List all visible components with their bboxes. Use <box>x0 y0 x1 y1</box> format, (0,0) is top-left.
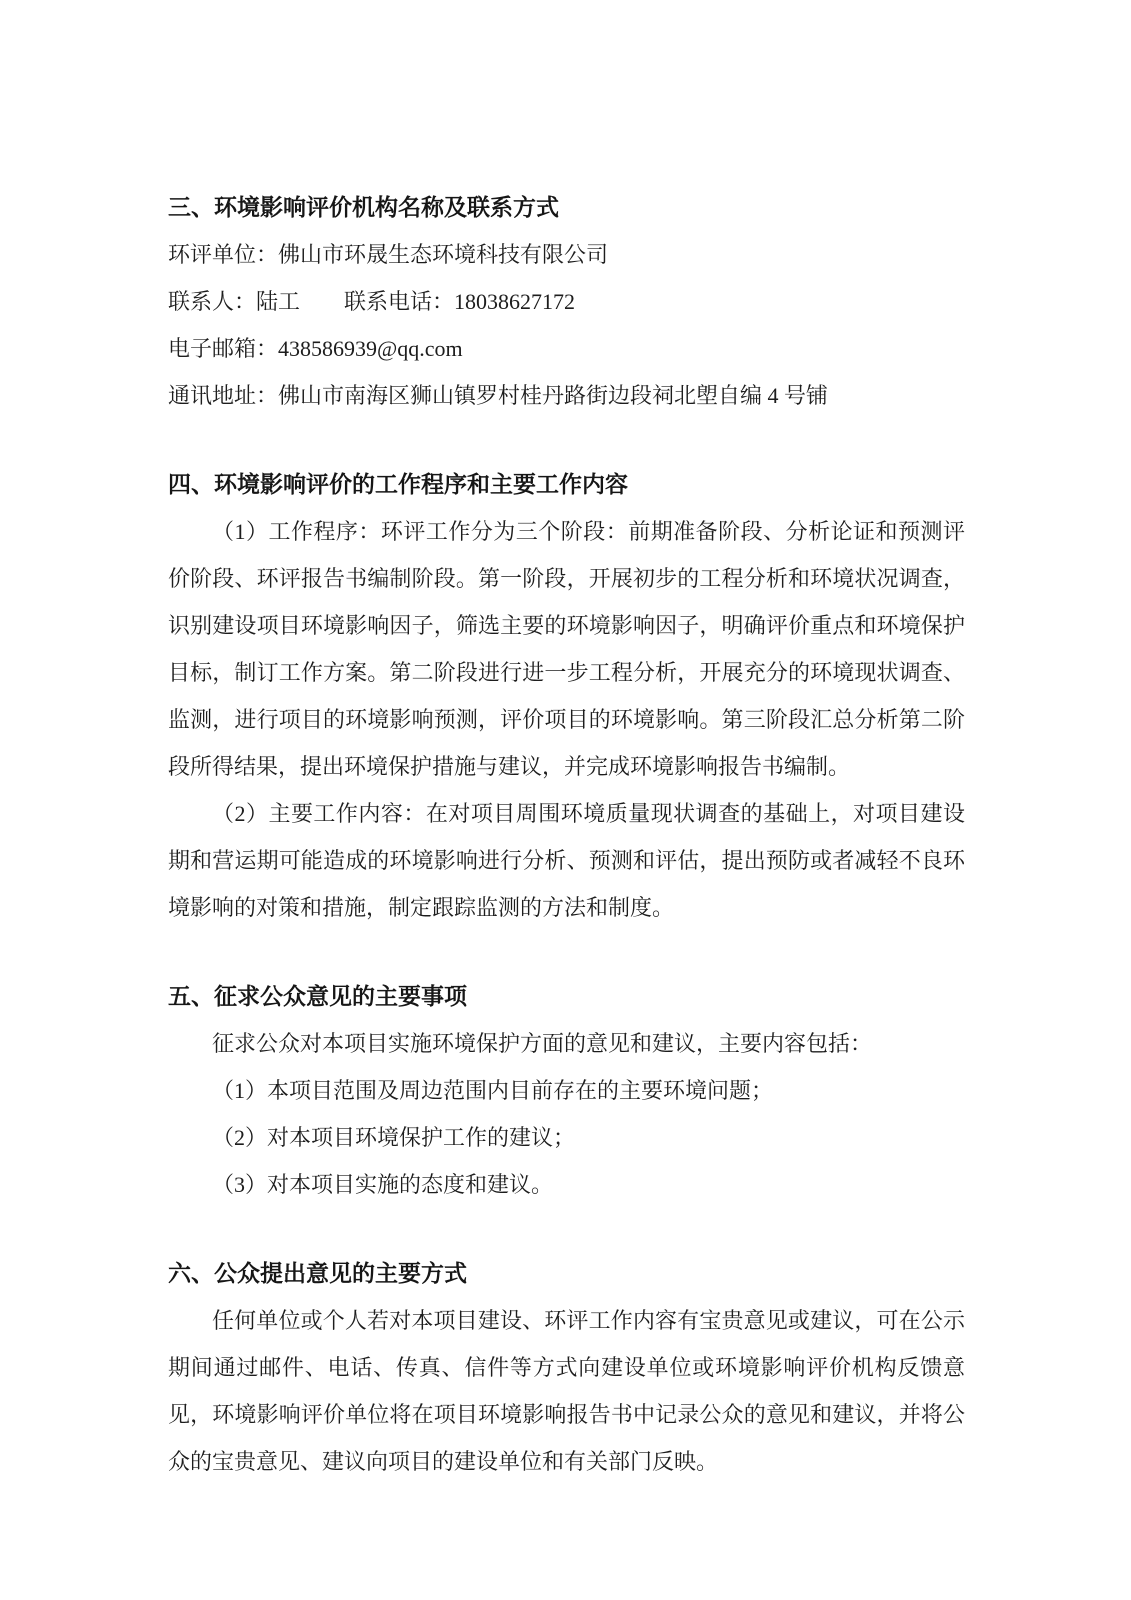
contact-line-eia-unit: 环评单位：佛山市环晟生态环境科技有限公司 <box>168 242 609 267</box>
section-heading-feedback-methods: 六、公众提出意见的主要方式 <box>168 1260 467 1286</box>
section-heading-public-opinion-matters: 五、征求公众意见的主要事项 <box>168 983 467 1009</box>
list-item-attitude-suggestions: （3）对本项目实施的态度和建议。 <box>212 1172 554 1197</box>
contact-line-email: 电子邮箱：438586939@qq.com <box>168 336 463 361</box>
contact-line-address: 通讯地址：佛山市南海区狮山镇罗村桂丹路街边段祠北塱自编 4 号铺 <box>168 383 829 408</box>
list-item-protection-suggestions: （2）对本项目环境保护工作的建议； <box>212 1125 576 1150</box>
section-work-procedure <box>168 461 965 931</box>
section-feedback-methods <box>168 1250 965 1485</box>
paragraph-main-work-content: （2）主要工作内容：在对项目周围环境质量现状调查的基础上，对项目建设期和营运期可能造成的环境影响进行分析、预测和评估，提出预防或者减轻不良环境影响的对策和措施，制定跟踪监测的方法和制度。 <box>168 801 965 920</box>
paragraph-feedback-methods: 任何单位或个人若对本项目建设、环评工作内容有宝贵意见或建议，可在公示期间通过邮件、电话、传真、信件等方式向建设单位或环境影响评价机构反馈意见，环境影响评价单位将在项目环境影响报告书中记录公众的意见和建议，并将公众的宝贵意见、建议向项目的建设单位和有关部门反映。 <box>168 1308 965 1474</box>
contact-line-person-phone: 联系人：陆工 联系电话：18038627172 <box>168 289 576 314</box>
paragraph-work-procedure: （1）工作程序：环评工作分为三个阶段：前期准备阶段、分析论证和预测评价阶段、环评报告书编制阶段。第一阶段，开展初步的工程分析和环境状况调查，识别建设项目环境影响因子，筛选主要的环境影响因子，明确评价重点和环境保护目标，制订工作方案。第二阶段进行进一步工程分析，开展充分的环境现状调查、监测，进行项目的环境影响预测，评价项目的环境影响。第三阶段汇总分析第二阶段所得结果，提出环境保护措施与建议，并完成环境影响报告书编制。 <box>168 519 965 779</box>
list-item-environment-problems: （1）本项目范围及周边范围内目前存在的主要环境问题； <box>212 1078 774 1103</box>
section-eia-agency-contact <box>168 184 965 419</box>
section-heading-agency-contact: 三、环境影响评价机构名称及联系方式 <box>168 194 559 220</box>
section-public-opinion-matters <box>168 973 965 1208</box>
section-heading-work-procedure: 四、环境影响评价的工作程序和主要工作内容 <box>168 471 628 497</box>
paragraph-opinion-lead: 征求公众对本项目实施环境保护方面的意见和建议，主要内容包括： <box>212 1031 873 1056</box>
